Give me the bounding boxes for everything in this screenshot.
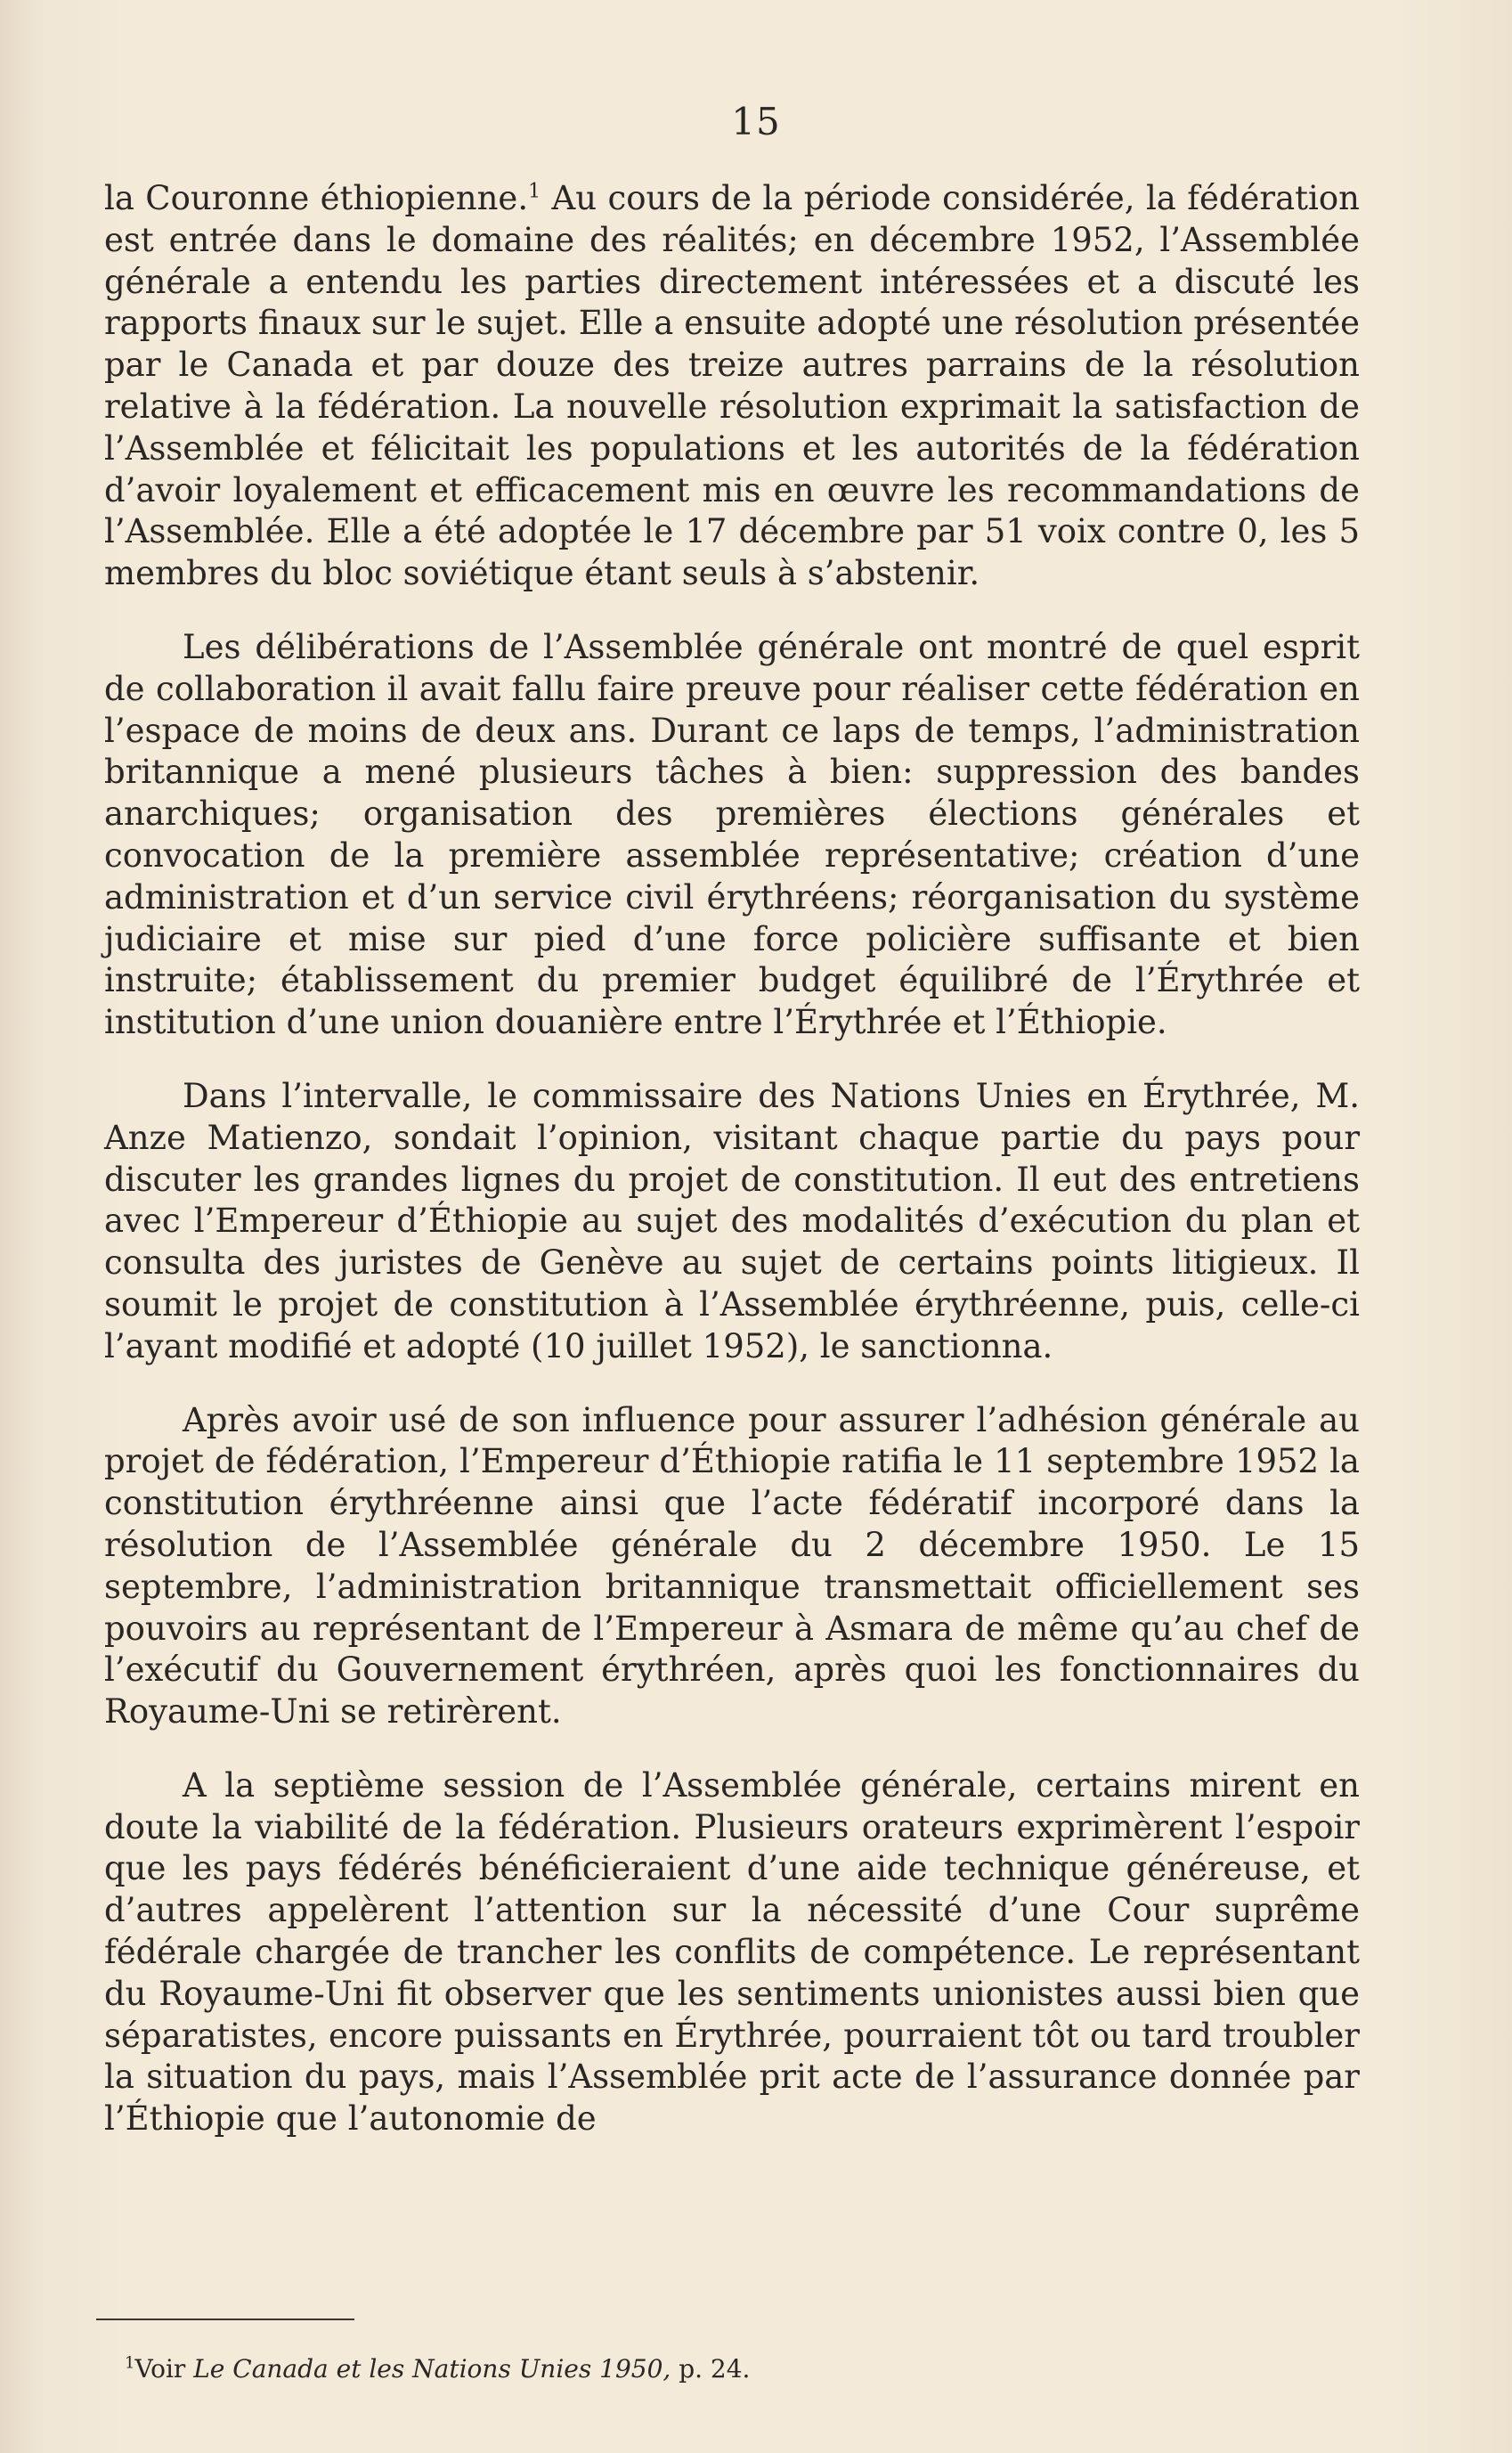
- footnote-reference-mark: 1: [528, 180, 541, 203]
- footnote-cited-title: Le Canada et les Nations Unies 1950,: [193, 2354, 671, 2384]
- body-text: [104, 178, 1360, 2172]
- paragraph-5: A la septième session de l’Assemblée générale, certains mirent en doute la viabilité de la fédération. Plusieurs orateurs exprimèrent l’espoir que les pays fédérés bénéficieraient d’une aide technique généreuse, et d’autres appelèrent l’attention sur la nécessité d’une Cour suprême fédérale chargée de trancher les conflits de compétence. Le représentant du Royaume-Uni fit observer que les sentiments unionistes aussi bien que séparatistes, encore puissants en Érythrée, pourraient tôt ou tard troubler la situation du pays, mais l’Assemblée prit acte de l’assurance donnée par l’Éthiopie que l’autonomie de: [104, 1765, 1360, 2139]
- footnote-page-ref: p. 24.: [671, 2354, 751, 2384]
- paragraph-2: Les délibérations de l’Assemblée générale ont montré de quel esprit de collaboration il avait fallu faire preuve pour réaliser cette fédération en l’espace de moins de deux ans. Durant ce laps de temps, l’administration britannique a mené plusieurs tâches à bien: suppression des bandes anarchiques; organisation des premières élections générales et convocation de la première assemblée représentative; création d’une administration et d’un service civil érythréens; réorganisation du système judiciaire et mise sur pied d’une force policière suffisante et bien instruite; établissement du premier budget équilibré de l’Érythrée et institution d’une union douanière entre l’Érythrée et l’Éthiopie.: [104, 627, 1360, 1042]
- paragraph-4: Après avoir usé de son influence pour assurer l’adhésion générale au projet de fédération, l’Empereur d’Éthiopie ratifia le 11 septembre 1952 la constitution érythréenne ainsi que l’acte fédératif incorporé dans la résolution de l’Assemblée générale du 2 décembre 1950. Le 15 septembre, l’administration britannique transmettait officiellement ses pouvoirs au représentant de l’Empereur à Asmara de même qu’au chef de l’exécutif du Gouvernement érythréen, après quoi les fonctionnaires du Royaume-Uni se retirèrent.: [104, 1400, 1360, 1732]
- footnote: [125, 2354, 1282, 2384]
- footnote-rule: [96, 2319, 354, 2320]
- paragraph-1: [104, 178, 1360, 595]
- footnote-mark: 1: [125, 2353, 135, 2373]
- paragraph-1-rest: Au cours de la période considérée, la fédération est entrée dans le domaine des réalités; en décembre 1952, l’Assemblée générale a entendu les parties directement intéressées et a discuté les rapports finaux sur le sujet. Elle a ensuite adopté une résolution présentée par le Canada et par douze des treize autres parrains de la résolution relative à la fédération. La nouvelle résolution exprimait la satisfaction de l’Assemblée et félicitait les populations et les autorités de la fédération d’avoir loyalement et efficacement mis en œuvre les recommandations de l’Assemblée. Elle a été adoptée le 17 décembre par 51 voix contre 0, les 5 membres du bloc soviétique étant seuls à s’abstenir.: [104, 179, 1360, 593]
- paragraph-1-start: la Couronne éthiopienne.: [104, 179, 529, 217]
- page-number: 15: [731, 100, 781, 143]
- footnote-lead: Voir: [134, 2354, 194, 2384]
- paragraph-3: Dans l’intervalle, le commissaire des Nations Unies en Érythrée, M. Anze Matienzo, sondait l’opinion, visitant chaque partie du pays pour discuter les grandes lignes du projet de constitution. Il eut des entretiens avec l’Empereur d’Éthiopie au sujet des modalités d’exécution du plan et consulta des juristes de Genève au sujet de certains points litigieux. Il soumit le projet de constitution à l’Assemblée érythréenne, puis, celle-ci l’ayant modifié et adopté (10 juillet 1952), le sanctionna.: [104, 1076, 1360, 1365]
